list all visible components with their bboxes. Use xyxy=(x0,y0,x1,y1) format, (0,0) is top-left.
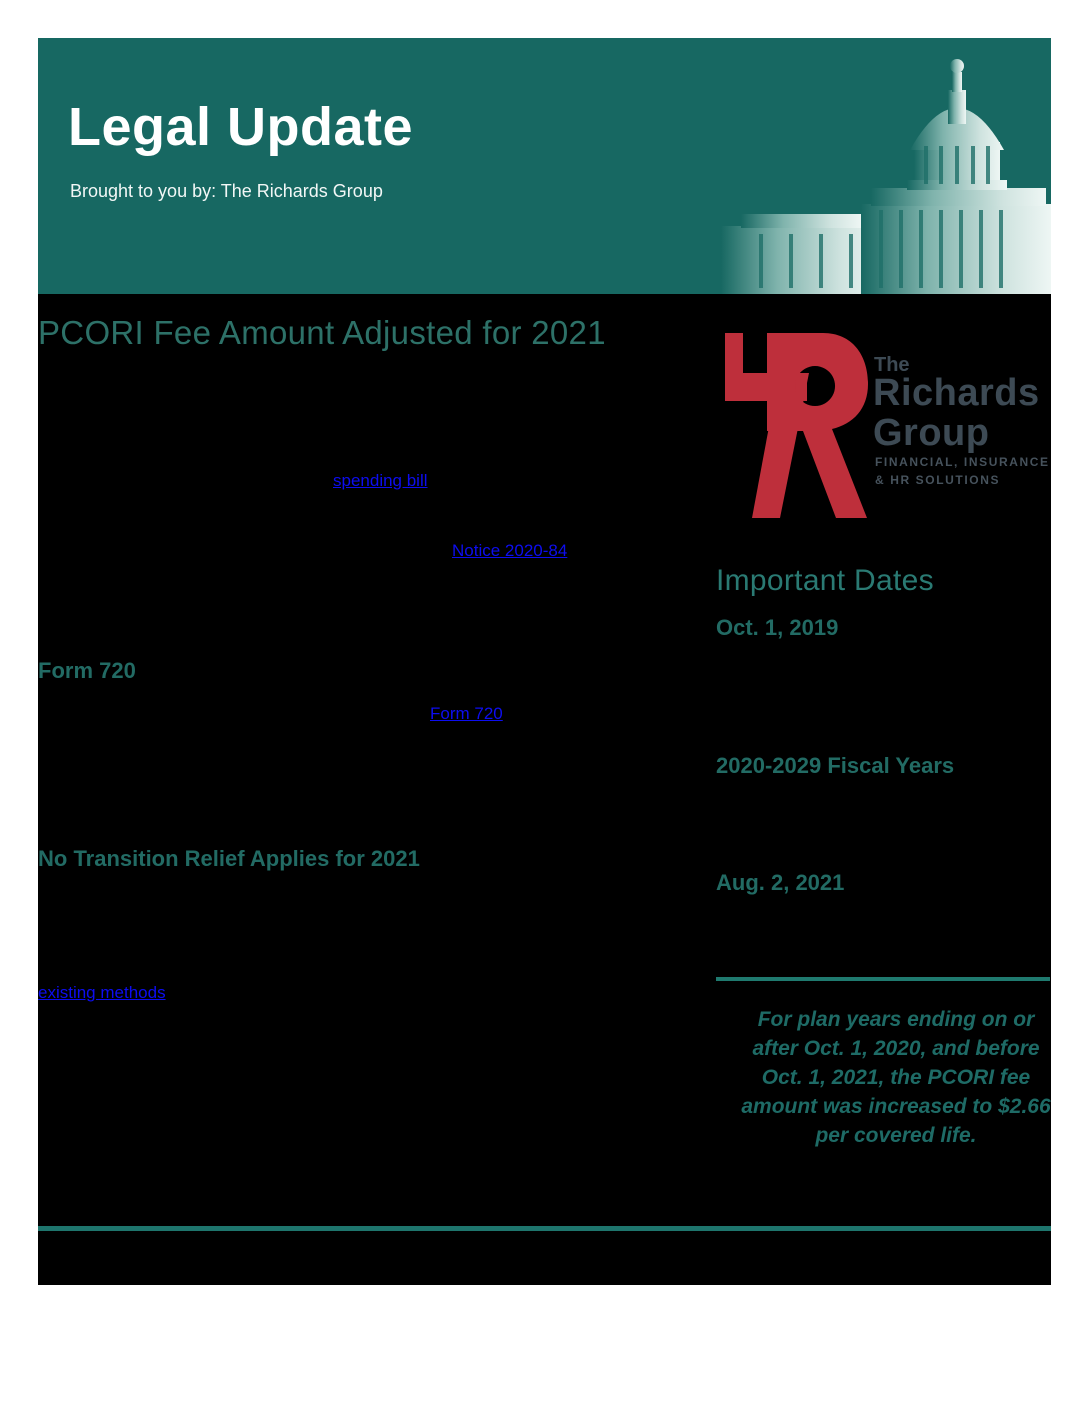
existing-methods-link[interactable]: existing methods xyxy=(38,983,166,1002)
callout-top-rule xyxy=(716,977,1050,981)
logo-tagline-hr-solutions: & HR SOLUTIONS xyxy=(875,473,1001,487)
newsletter-subtitle: Brought to you by: The Richards Group xyxy=(70,181,383,201)
capitol-building-icon xyxy=(721,38,1051,294)
spending-bill-link[interactable]: spending bill xyxy=(333,471,428,490)
logo-text-richards: Richards xyxy=(873,372,1040,414)
form-720-subheading: Form 720 xyxy=(38,658,136,683)
date-2020-2029-fiscal-years: 2020-2029 Fiscal Years xyxy=(716,753,955,778)
newsletter-title: Legal Update xyxy=(68,97,414,157)
logo-tagline-financial-insurance: FINANCIAL, INSURANCE xyxy=(875,455,1050,469)
notice-2020-84-link[interactable]: Notice 2020-84 xyxy=(452,541,568,560)
callout-text: For plan years ending on or after Oct. 1, 2020, and before Oct. 1, 2021, the PCORI fee amount was increased to $2.66 per covered life. xyxy=(741,1008,1051,1147)
richards-r-logo-icon xyxy=(710,324,870,520)
important-dates-heading: Important Dates xyxy=(716,564,934,597)
date-aug-2-2021: Aug. 2, 2021 xyxy=(716,870,845,895)
form-720-link[interactable]: Form 720 xyxy=(430,704,503,723)
page-frame xyxy=(38,38,1051,1285)
article-body xyxy=(38,294,1051,1285)
richards-group-logo xyxy=(710,324,1051,520)
article-title: PCORI Fee Amount Adjusted for 2021 xyxy=(38,314,606,351)
header-band xyxy=(38,38,1051,294)
logo-text-the: The xyxy=(874,354,910,376)
transition-relief-subheading: No Transition Relief Applies for 2021 xyxy=(38,846,420,871)
footer-rule xyxy=(38,1226,1051,1231)
logo-text-group: Group xyxy=(873,412,990,454)
date-oct-1-2019: Oct. 1, 2019 xyxy=(716,615,839,640)
